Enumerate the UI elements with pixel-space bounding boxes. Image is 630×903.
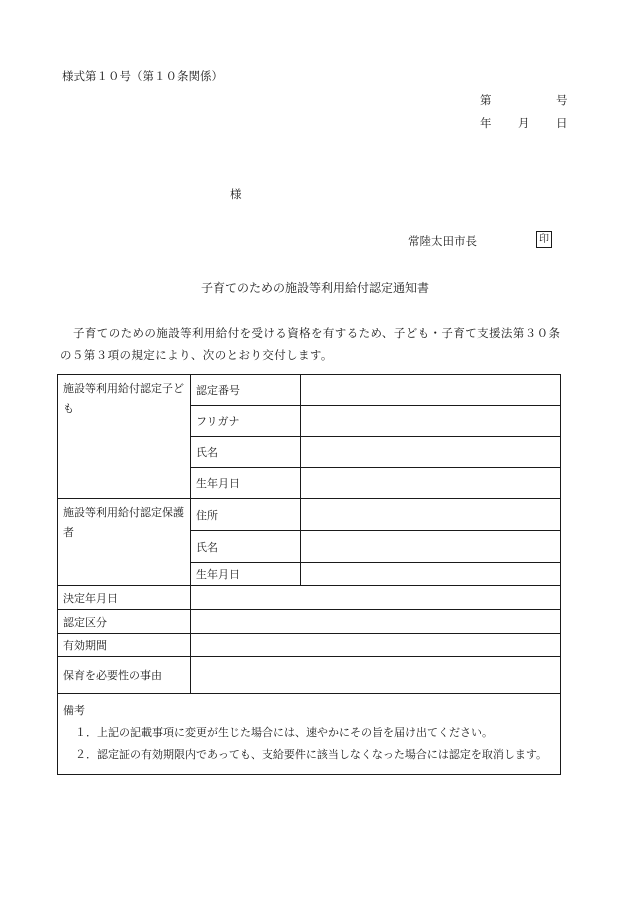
field-label: 氏名 <box>191 531 301 563</box>
field-value-child-name[interactable] <box>301 437 561 468</box>
document-title: 子育てのための施設等利用給付認定通知書 <box>200 281 429 295</box>
date-day-label: 日 <box>556 116 568 130</box>
issue-number-prefix: 第 <box>480 93 492 107</box>
date-month-label: 月 <box>518 116 530 130</box>
field-label: フリガナ <box>191 406 301 437</box>
field-label: 住所 <box>191 499 301 531</box>
note-item: １．上記の記載事項に変更が生じた場合には、速やかにその旨を届け出てください。 <box>75 726 493 739</box>
field-label: 生年月日 <box>191 468 301 499</box>
seal-stamp: 印 <box>536 231 552 248</box>
intro-paragraph: 子育てのための施設等利用給付を受ける資格を有するため、子ども・子育て支援法第３０条の５第３項の規定により、次のとおり交付します。 <box>60 326 561 362</box>
row-value-decision-date[interactable] <box>191 586 561 610</box>
row-label: 決定年月日 <box>58 586 191 610</box>
field-label: 認定番号 <box>191 375 301 406</box>
guardian-group-label: 施設等利用給付認定保護者 <box>58 499 191 586</box>
issue-number-suffix: 号 <box>556 93 568 107</box>
row-value-reason[interactable] <box>191 657 561 694</box>
form-number-label: 様式第１０号（第１０条関係） <box>62 69 223 83</box>
row-value-category[interactable] <box>191 610 561 634</box>
child-group-label: 施設等利用給付認定子ども <box>58 375 191 499</box>
addressee-honorific: 様 <box>230 187 242 201</box>
field-value-guardian-birthdate[interactable] <box>301 563 561 586</box>
note-item: ２．認定証の有効期限内であっても、支給要件に該当しなくなった場合には認定を取消します。 <box>75 748 548 761</box>
field-value-child-birthdate[interactable] <box>301 468 561 499</box>
row-label: 認定区分 <box>58 610 191 634</box>
field-value-guardian-name[interactable] <box>301 531 561 563</box>
field-value-furigana[interactable] <box>301 406 561 437</box>
notes-cell <box>58 694 561 775</box>
certification-table <box>57 374 561 775</box>
row-label: 有効期間 <box>58 634 191 657</box>
field-value-address[interactable] <box>301 499 561 531</box>
date-year-label: 年 <box>480 116 492 130</box>
row-label: 保育を必要性の事由 <box>58 657 191 694</box>
field-value-cert-number[interactable] <box>301 375 561 406</box>
field-label: 生年月日 <box>191 563 301 586</box>
row-value-validity[interactable] <box>191 634 561 657</box>
field-label: 氏名 <box>191 437 301 468</box>
notes-heading: 備考 <box>63 704 85 717</box>
issuer-name: 常陸太田市長 <box>408 234 477 248</box>
